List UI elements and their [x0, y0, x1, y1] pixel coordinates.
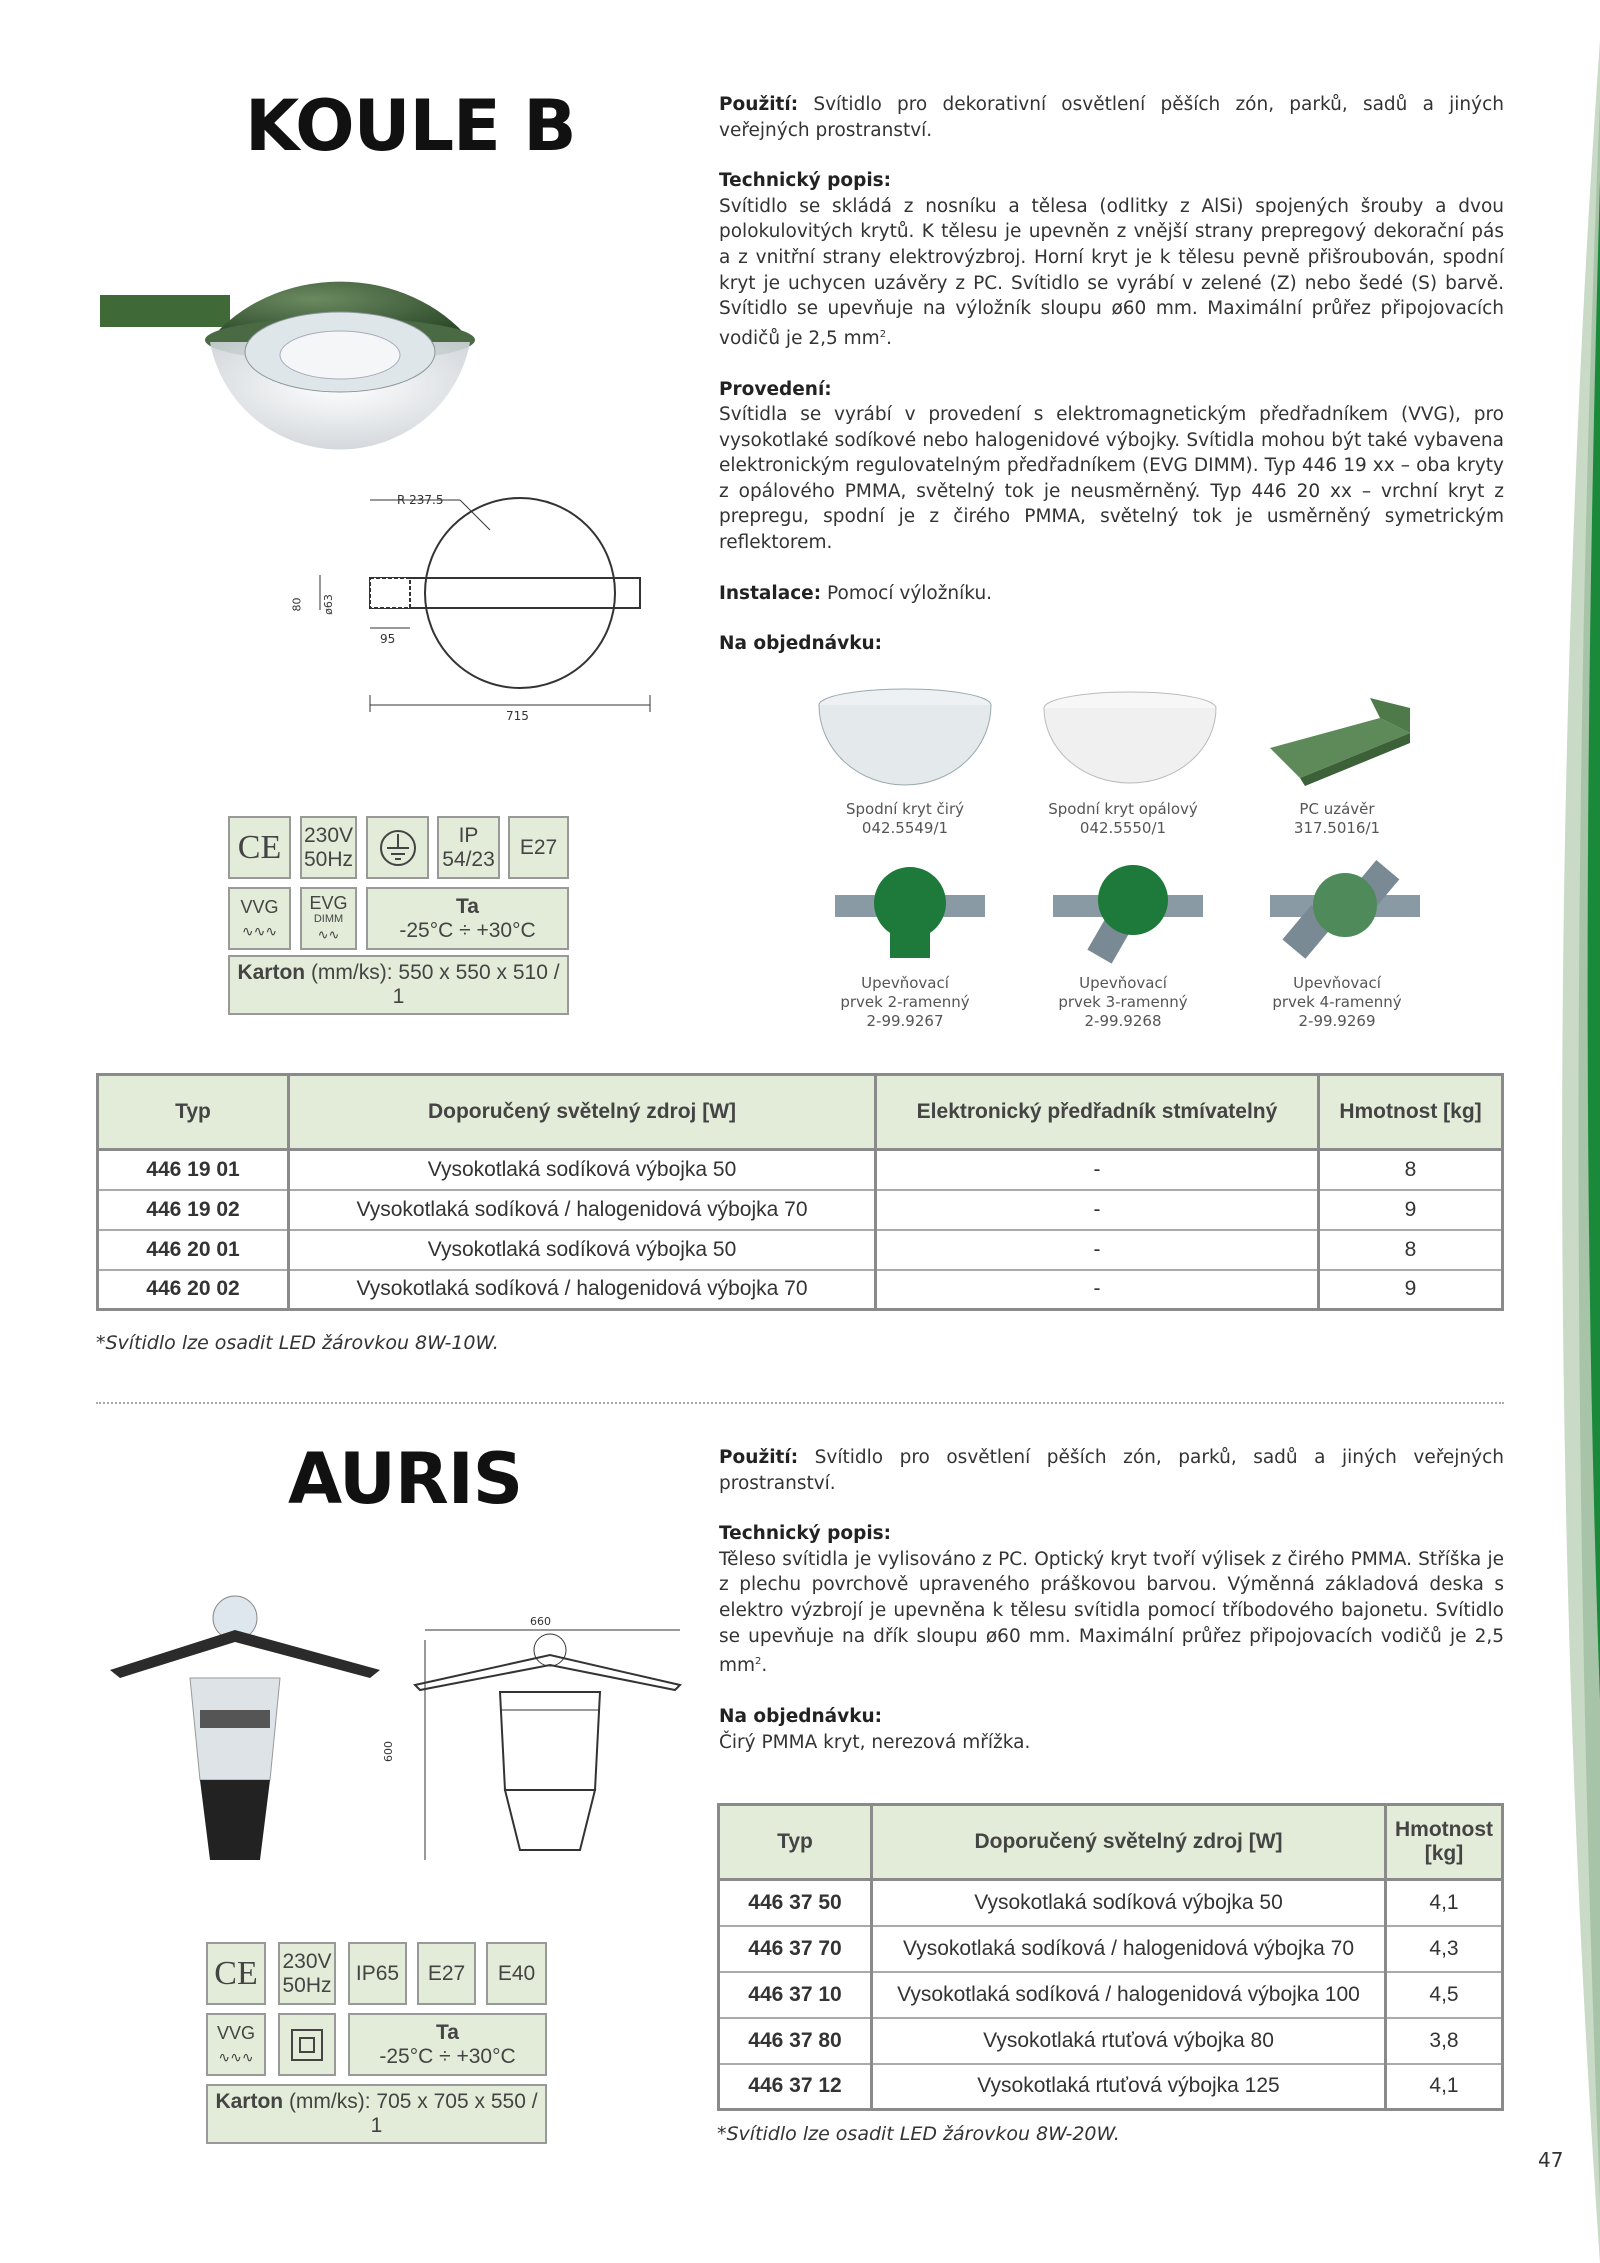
acc-name: PC uzávěr: [1299, 800, 1375, 818]
ip-rating-box: [437, 816, 500, 879]
accessory-label-opal-cover: [1018, 800, 1228, 838]
dim-660-label: 660: [530, 1615, 551, 1628]
ip-value: 54/23: [442, 847, 495, 871]
tech-label: Technický popis:: [719, 170, 892, 192]
mount-3-arm-image: [1048, 855, 1208, 965]
table-row: [719, 2064, 1503, 2110]
ta: Ta: [456, 894, 479, 918]
dim-95-label: 95: [380, 632, 396, 646]
use-text: Svítidlo pro osvětlení pěších zón, parků, sadů a jiných veřejných prostranství.: [719, 1447, 1504, 1494]
th-weight: Hmotnost [kg]: [1319, 1075, 1503, 1150]
th-weight: Hmotnost [kg]: [1386, 1805, 1503, 1880]
cell-source: Vysokotlaká sodíková / halogenidová výbojka 70: [289, 1190, 876, 1230]
cell-typ: 446 19 01: [98, 1150, 289, 1190]
tech-end: .: [761, 1655, 768, 1677]
dimm: DIMM: [313, 912, 344, 925]
dim-radius-label: R 237.5: [397, 493, 444, 507]
cell-weight: 9: [1319, 1190, 1503, 1230]
vvg: VVG: [240, 896, 279, 917]
product-title-koule-b: KOULE B: [245, 85, 576, 167]
auris-spec-table: [717, 1803, 1504, 2111]
prov-label: Provedení:: [719, 378, 832, 400]
acc-code: 042.5550/1: [1079, 819, 1167, 837]
th-source: Doporučený světelný zdroj [W]: [289, 1075, 876, 1150]
cell-typ: 446 20 02: [98, 1270, 289, 1310]
koule-b-led-note: *Svítidlo lze osadit LED žárovkou 8W-10W.: [96, 1332, 499, 1354]
use-text: Svítidlo pro dekorativní osvětlení pěších zón, parků, sadů a jiných veřejných prostranství.: [719, 94, 1504, 141]
acc-name2: prvek 4-ramenný: [1272, 993, 1402, 1011]
cell-weight: 3,8: [1386, 2018, 1503, 2064]
evg-dimm-box: [300, 887, 357, 950]
frequency: 50Hz: [303, 847, 354, 871]
th-typ: Typ: [719, 1805, 872, 1880]
tech-sup: 2: [755, 1656, 762, 1668]
order-label: Na objednávku:: [719, 1705, 883, 1727]
th-source: Doporučený světelný zdroj [W]: [872, 1805, 1386, 1880]
voltage: 230V: [303, 823, 354, 847]
karton-value: (mm/ks): 705 x 705 x 550 / 1: [283, 2090, 538, 2137]
ip: IP: [458, 823, 479, 847]
cell-weight: 8: [1319, 1150, 1503, 1190]
vvg-wave-icon: ∿∿∿: [241, 922, 278, 939]
dim-600-label: 600: [382, 1741, 395, 1762]
evg: EVG: [309, 892, 348, 913]
ta: Ta: [436, 2020, 459, 2044]
table-row: [719, 1972, 1503, 2018]
accessory-label-clear-cover: [800, 800, 1010, 838]
mount-4-arm-label: [1232, 974, 1442, 1031]
accessory-pc-clip-image: [1260, 688, 1420, 788]
tech-end: .: [886, 327, 892, 349]
product-title-auris: AURIS: [288, 1438, 523, 1520]
acc-name: Spodní kryt čirý: [845, 800, 965, 818]
ambient-temp-box: [348, 2013, 547, 2076]
table-row: [719, 1880, 1503, 1926]
vvg-wave-icon: ∿∿∿: [218, 2048, 254, 2065]
cell-ballast: -: [876, 1270, 1319, 1310]
cell-weight: 4,1: [1386, 1880, 1503, 1926]
tech-text: Svítidlo se skládá z nosníku a tělesa (odlitky z AlSi) spojených šrouby a dvou polokulovitých krytů. K tělesu je upevněn z vnější strany prepregový dekorační pás a z vnitřní strany elektrovýzbroj. Horní kryt je k tělesu pevně přišroubován, spodní kryt je uchycen uzávěry z PC. Svítidlo se vyrábí v zelené (Z) nebo šedé (S) barvě. Svítidlo se upevňuje na výložník sloupu ø60 mm. Maximální průřez připojovacích vodičů je 2,5 mm: [719, 195, 1504, 349]
koule-b-description: [719, 92, 1504, 682]
th-ballast: Elektronický předřadník stmívatelný: [876, 1075, 1319, 1150]
cell-typ: 446 37 10: [719, 1972, 872, 2018]
earth-symbol-icon: [366, 816, 429, 879]
cell-source: Vysokotlaká rtuťová výbojka 80: [872, 2018, 1386, 2064]
koule-b-product-photo: [100, 190, 510, 485]
karton-value: (mm/ks): 550 x 550 x 510 / 1: [305, 961, 560, 1008]
order-label: Na objednávku:: [719, 633, 883, 655]
auris-description: [719, 1445, 1504, 1780]
karton-box: [228, 955, 569, 1015]
acc-code: 042.5549/1: [861, 819, 949, 837]
cell-weight: 4,5: [1386, 1972, 1503, 2018]
cell-ballast: -: [876, 1230, 1319, 1270]
evg-wave-icon: ∿∿: [317, 926, 340, 942]
table-row: [719, 2018, 1503, 2064]
frequency: 50Hz: [282, 1973, 332, 1997]
acc-code: 2-99.9268: [1084, 1012, 1162, 1030]
cell-source: Vysokotlaká sodíková výbojka 50: [872, 1880, 1386, 1926]
dim-80-label: 80: [290, 597, 304, 612]
prov-text: Svítidla se vyrábí v provedení s elektromagnetickým předřadníkem (VVG), pro vysokotlaké sodíkové nebo halogenidové výbojky. Svítidla mohou být také vybavena elektronickým regulovatelným předřadníkem (EVG DIMM). Typ 446 19 xx – oba kryty z opálového PMMA, světelný tok je neusměrněný. Typ 446 20 xx – vrchní kryt z prepregu, spodní je z čirého PMMA, světelný tok je usměrněný symetrickým reflektorem.: [719, 404, 1504, 554]
table-row: [98, 1230, 1503, 1270]
table-row: [98, 1190, 1503, 1230]
mount-2-arm-label: [800, 974, 1010, 1031]
accessory-clear-cover-image: [815, 683, 995, 793]
ambient-temp-box: [366, 887, 569, 950]
auris-technical-drawing: [380, 1610, 690, 1870]
acc-code: 2-99.9267: [866, 1012, 944, 1030]
section-divider: [96, 1402, 1504, 1404]
inst-text: Pomocí výložníku.: [821, 582, 993, 604]
voltage-box: [300, 816, 357, 879]
acc-name: Spodní kryt opálový: [1048, 800, 1198, 818]
cell-weight: 4,1: [1386, 2064, 1503, 2110]
acc-name2: prvek 3-ramenný: [1058, 993, 1188, 1011]
dim-d63-label: ø63: [321, 594, 335, 615]
tech-label: Technický popis:: [719, 1523, 892, 1545]
acc-code: 2-99.9269: [1298, 1012, 1376, 1030]
cell-source: Vysokotlaká sodíková / halogenidová výbojka 70: [872, 1926, 1386, 1972]
cell-source: Vysokotlaká rtuťová výbojka 125: [872, 2064, 1386, 2110]
table-row: [98, 1150, 1503, 1190]
ce-mark-icon: CE: [228, 816, 291, 879]
socket-e40-box: E40: [486, 1942, 547, 2005]
table-row: [98, 1270, 1503, 1310]
ce-mark-icon: CE: [206, 1942, 266, 2005]
voltage-box: [278, 1942, 336, 2005]
cell-typ: 446 19 02: [98, 1190, 289, 1230]
cell-weight: 8: [1319, 1230, 1503, 1270]
cell-typ: 446 37 12: [719, 2064, 872, 2110]
inst-label: Instalace:: [719, 582, 822, 604]
cell-typ: 446 37 80: [719, 2018, 872, 2064]
cell-source: Vysokotlaká sodíková výbojka 50: [289, 1150, 876, 1190]
accessory-opal-cover-image: [1040, 688, 1220, 793]
mount-4-arm-image: [1265, 855, 1425, 965]
acc-code: 317.5016/1: [1293, 819, 1381, 837]
order-text: Čirý PMMA kryt, nerezová mřížka.: [719, 1731, 1031, 1753]
cell-typ: 446 20 01: [98, 1230, 289, 1270]
dim-715-label: 715: [506, 709, 529, 723]
table-header-row: [98, 1075, 1503, 1150]
th-typ: Typ: [98, 1075, 289, 1150]
accessory-label-pc-clip: [1232, 800, 1442, 838]
koule-b-spec-table: [96, 1073, 1504, 1311]
acc-name: Upevňovací: [1079, 974, 1167, 992]
karton-box: [206, 2084, 547, 2144]
vvg-ballast-box: [206, 2013, 266, 2076]
double-insulation-icon: [278, 2013, 336, 2076]
use-label: Použití:: [719, 1447, 799, 1468]
socket-box: E27: [508, 816, 569, 879]
cell-source: Vysokotlaká sodíková výbojka 50: [289, 1230, 876, 1270]
ta-range: -25°C ÷ +30°C: [379, 2044, 516, 2068]
tech-text: Těleso svítidla je vylisováno z PC. Optický kryt tvoří výlisek z čirého PMMA. Stříška je z plechu povrchově upraveného práškovou barvou. Výměnná základová deska s elektro výzbrojí je upevněna k tělesu svítidla pomocí tříbodového bajonetu. Svítidlo se upevňuje na dřík sloupu ø60 mm. Maximální průřez připojovacích vodičů je 2,5 mm: [719, 1548, 1504, 1677]
cell-ballast: -: [876, 1150, 1319, 1190]
vvg-ballast-box: [228, 887, 291, 950]
cell-weight: 4,3: [1386, 1926, 1503, 1972]
cell-source: Vysokotlaká sodíková / halogenidová výbojka 70: [289, 1270, 876, 1310]
page-number: 47: [1538, 2148, 1564, 2172]
ta-range: -25°C ÷ +30°C: [399, 918, 536, 942]
karton-label: Karton: [215, 2090, 284, 2113]
mount-2-arm-image: [830, 855, 990, 965]
mount-3-arm-label: [1018, 974, 1228, 1031]
vvg: VVG: [216, 2022, 255, 2043]
socket-e27-box: E27: [417, 1942, 476, 2005]
auris-led-note: *Svítidlo lze osadit LED žárovkou 8W-20W.: [717, 2123, 1120, 2145]
cell-source: Vysokotlaká sodíková / halogenidová výbojka 100: [872, 1972, 1386, 2018]
cell-weight: 9: [1319, 1270, 1503, 1310]
tech-sup: 2: [879, 328, 887, 340]
acc-name: Upevňovací: [1293, 974, 1381, 992]
ip-rating-box: IP65: [348, 1942, 407, 2005]
voltage: 230V: [282, 1949, 332, 1973]
auris-product-photo: [100, 1590, 390, 1880]
use-label: Použití:: [719, 94, 799, 115]
karton-label: Karton: [237, 961, 306, 984]
acc-name2: prvek 2-ramenný: [840, 993, 970, 1011]
koule-b-technical-drawing: [290, 490, 660, 730]
cell-typ: 446 37 50: [719, 1880, 872, 1926]
acc-name: Upevňovací: [861, 974, 949, 992]
decorative-green-swoosh: [1540, 0, 1600, 2263]
table-row: [719, 1926, 1503, 1972]
cell-typ: 446 37 70: [719, 1926, 872, 1972]
cell-ballast: -: [876, 1190, 1319, 1230]
table-header-row: [719, 1805, 1503, 1880]
